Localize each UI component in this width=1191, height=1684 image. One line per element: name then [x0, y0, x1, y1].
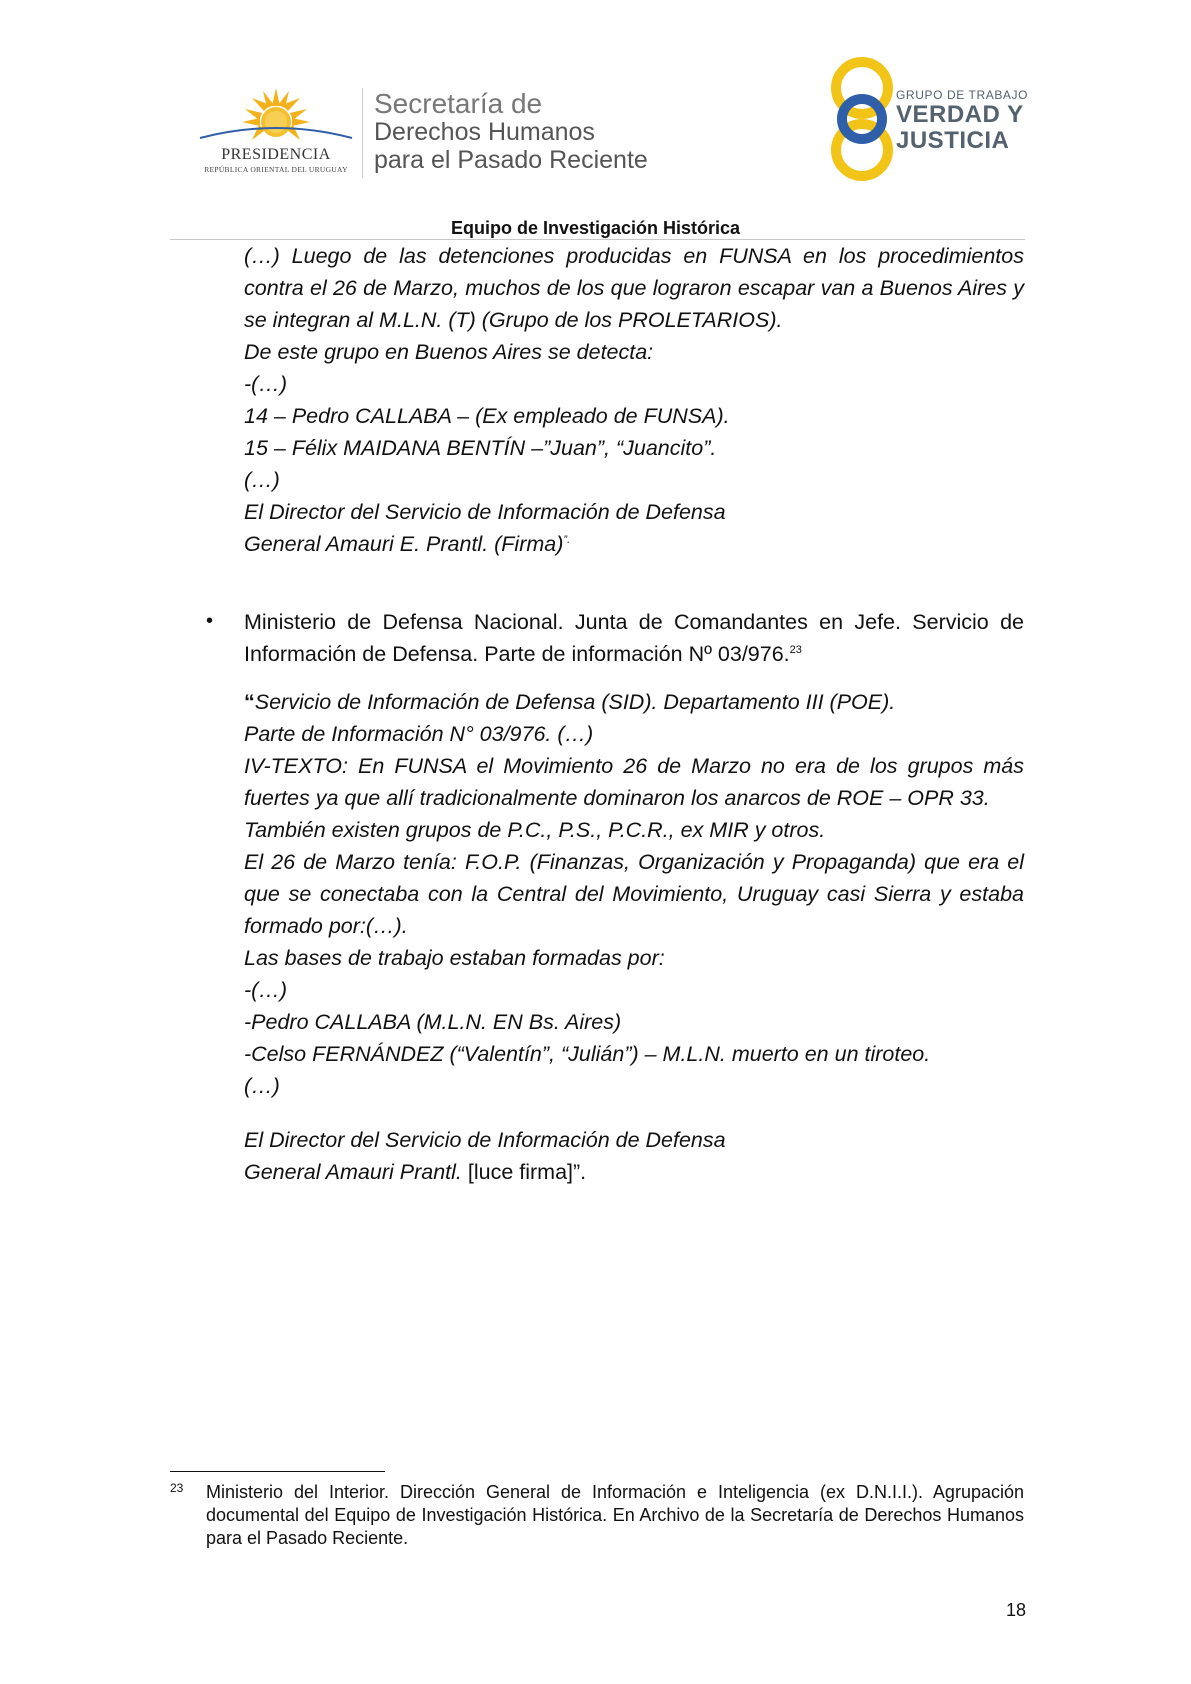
grupo-line1: GRUPO DE TRABAJO [896, 88, 1029, 102]
quote1-signature-mark: ”. [563, 533, 571, 546]
quote2-signature-italic: General Amauri Prantl. [244, 1160, 462, 1184]
presidencia-subtitle: REPÚBLICA ORIENTAL DEL URUGUAY [204, 165, 348, 174]
quote1-line: De este grupo en Buenos Aires se detecta: [244, 340, 654, 364]
quote2-signature-plain: [luce firma]”. [461, 1160, 587, 1184]
quote2-director: El Director del Servicio de Información de Defensa [244, 1128, 726, 1152]
quote1-paragraph: (…) Luego de las detenciones producidas en FUNSA en los procedimientos contra el 26 de Marzo, muchos de los que lograron escapar van a Buenos Aires y se integran al M.L.N. (T) (Grupo de los PROLETARIOS). [244, 244, 1024, 332]
quote2-line3: También existen grupos de P.C., P.S., P.C.R., ex MIR y otros. [244, 818, 826, 842]
quote-block-1 [244, 240, 1024, 560]
quote-block-2 [244, 686, 1024, 1188]
quote2-line: -Celso FERNÁNDEZ (“Valentín”, “Julián”) – M.L.N. muerto en un tiroteo. [244, 1042, 931, 1066]
secretaria-line1: Secretaría de [374, 88, 543, 119]
quote1-signature [244, 528, 1024, 560]
quote2-line1-text: Servicio de Información de Defensa (SID). Departamento III (POE). [254, 690, 896, 714]
quote1-line: El Director del Servicio de Información de Defensa [244, 500, 726, 524]
secretaria-line2: Derechos Humanos [374, 118, 595, 146]
bullet-item [244, 606, 1024, 670]
footnote-number: 23 [170, 1481, 184, 1495]
quote2-open-quote: “ [244, 690, 255, 714]
footnote-text: Ministerio del Interior. Dirección General de Información e Inteligencia (ex D.N.I.I.). Agrupación documental del Equipo de Investigación Histórica. En Archivo de la Secretaría de Derechos Humanos para el Pasado Reciente. [206, 1482, 1024, 1548]
secretaria-logo-text [374, 90, 648, 174]
quote1-line: 15 – Félix MAIDANA BENTÍN –”Juan”, “Juancito”. [244, 436, 717, 460]
grupo-line3: JUSTICIA [896, 127, 1010, 154]
footnote-ref[interactable]: 23 [789, 643, 802, 656]
quote2-line: -Pedro CALLABA (M.L.N. EN Bs. Aires) [244, 1010, 622, 1034]
team-title: Equipo de Investigación Histórica [450, 218, 741, 238]
interlocked-rings-icon [822, 56, 902, 182]
quote2-line: -(…) [244, 978, 287, 1002]
presidencia-title: PRESIDENCIA [221, 146, 331, 163]
secretaria-line3: para el Pasado Reciente [374, 146, 648, 174]
bullet-marker: • [206, 610, 214, 632]
quote2-line: (…) [244, 1074, 280, 1098]
quote1-line: (…) [244, 468, 280, 492]
quote2-line2: Parte de Información N° 03/976. (…) [244, 722, 594, 746]
bullet-item-text: Ministerio de Defensa Nacional. Junta de Comandantes en Jefe. Servicio de Información de Defensa. Parte de información Nº 03/976. [244, 610, 1024, 666]
quote1-line: 14 – Pedro CALLABA – (Ex empleado de FUNSA). [244, 404, 730, 428]
footnote-rule [170, 1471, 385, 1472]
header-divider [362, 88, 363, 178]
quote1-line: -(…) [244, 372, 287, 396]
quote2-line1 [244, 686, 1024, 718]
page-number: 18 [1005, 1600, 1026, 1620]
quote2-para1: IV-TEXTO: En FUNSA el Movimiento 26 de Marzo no era de los grupos más fuertes ya que allí tradicionalmente dominaron los anarcos de ROE – OPR 33. [244, 754, 1024, 810]
grupo-line2: VERDAD Y [896, 101, 1024, 128]
quote2-signature [244, 1156, 1024, 1188]
verdad-justicia-logo-text [896, 88, 1028, 154]
quote2-line: Las bases de trabajo estaban formadas por: [244, 946, 665, 970]
quote1-signature-text: General Amauri E. Prantl. (Firma) [244, 532, 564, 556]
quote2-para2: El 26 de Marzo tenía: F.O.P. (Finanzas, Organización y Propaganda) que era el que se conectaba con la Central del Movimiento, Uruguay casi Sierra y estaba formado por:(…). [244, 850, 1024, 938]
